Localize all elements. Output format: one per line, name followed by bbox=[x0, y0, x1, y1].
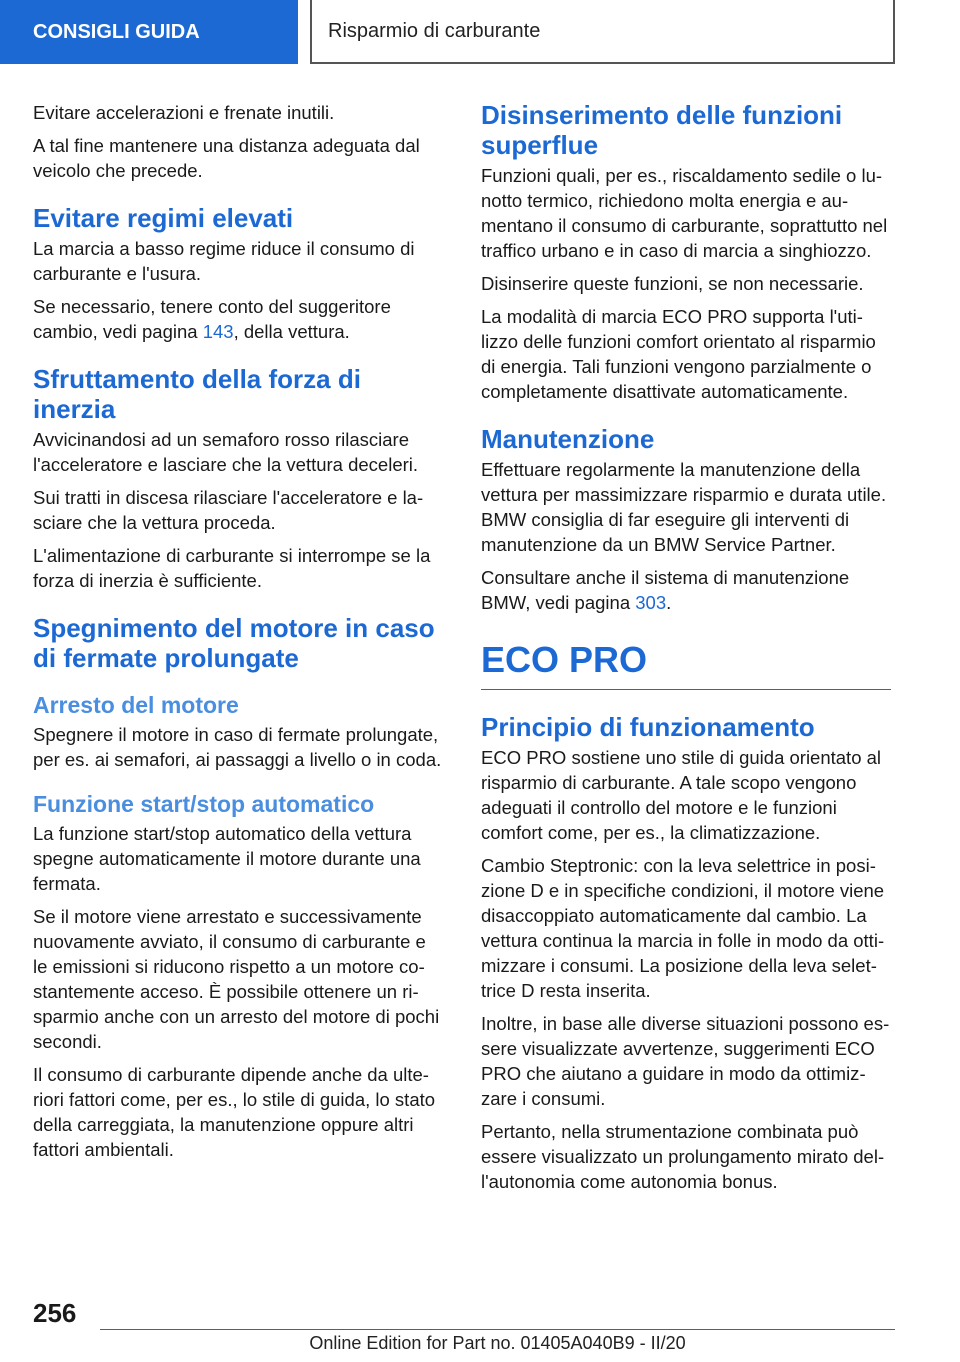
left-column bbox=[33, 100, 443, 1170]
chapter-header bbox=[310, 0, 895, 64]
heading-regimi: Evitare regimi elevati bbox=[33, 203, 294, 233]
heading-spegnimento: Spegnimento del motore in caso di fermate prolungate bbox=[33, 613, 435, 673]
paragraph: Se il motore viene arrestato e successivamente nuovamente avviato, il consumo di carburante e le emissioni si riducono rispetto a un motore costantemente acceso. È possibile ottenere un risparmio anche con un arresto del motore di pochi secondi. bbox=[33, 906, 440, 1052]
page-link-143[interactable]: 143 bbox=[202, 321, 234, 342]
paragraph: La marcia a basso regime riduce il consumo di carburante e l'usura. bbox=[33, 238, 415, 284]
subheading-arresto: Arresto del motore bbox=[33, 692, 239, 718]
heading-principio: Principio di funzionamento bbox=[481, 712, 815, 742]
paragraph: Disinserire queste funzioni, se non necessarie. bbox=[481, 273, 864, 294]
paragraph: Pertanto, nella strumentazione combinata può essere visualizzato un prolungamento mirato dell'autonomia come autonomia bonus. bbox=[481, 1121, 885, 1192]
paragraph: L'alimentazione di carburante si interrompe se la forza di inerzia è sufficiente. bbox=[33, 545, 431, 591]
paragraph: Avvicinandosi ad un semaforo rosso rilasciare l'acceleratore e lasciare che la vettura deceleri. bbox=[33, 429, 419, 475]
edition-text: Online Edition for Part no. 01405A040B9 - II/20 bbox=[309, 1333, 686, 1353]
section-tab bbox=[0, 0, 298, 64]
paragraph: Inoltre, in base alle diverse situazioni possono essere visualizzate avvertenze, suggerimenti ECO PRO che aiutano a guidare in modo da ottimizzare i consumi. bbox=[481, 1013, 890, 1109]
subheading-startstop: Funzione start/stop automatico bbox=[33, 791, 375, 817]
paragraph: Cambio Steptronic: con la leva selettrice in posizione D e in specifiche condizioni, il motore viene disaccoppiato automaticamente dal cambio. La vettura continua la marcia in folle in modo da ottimizzare i consumi. La posizione della leva selettrice D resta inserita. bbox=[481, 855, 885, 1001]
paragraph: Il consumo di carburante dipende anche da ulteriori fattori come, per es., lo stile di guida, lo stato della carreggiata, la manutenzione oppure altri fattori ambientali. bbox=[33, 1064, 436, 1160]
paragraph: La modalità di marcia ECO PRO supporta l'utilizzo delle funzioni comfort orientato al risparmio di energia. Tali funzioni vengono parzialmente o completamente disattivate automaticamente. bbox=[481, 306, 876, 402]
section-label: CONSIGLI GUIDA bbox=[33, 20, 200, 43]
chapter-title: Risparmio di carburante bbox=[328, 19, 541, 42]
right-column bbox=[481, 100, 891, 1202]
paragraph: La funzione start/stop automatico della vettura spegne automaticamente il motore durante una fermata. bbox=[33, 823, 421, 894]
heading-inerzia: Sfruttamento della forza di inerzia bbox=[33, 364, 361, 424]
page-link-303[interactable]: 303 bbox=[635, 592, 667, 613]
heading-ecopro: ECO PRO bbox=[481, 635, 891, 690]
page-number: 256 bbox=[33, 1298, 77, 1328]
paragraph: Evitare accelerazioni e frenate inutili. bbox=[33, 102, 335, 123]
paragraph: Sui tratti in discesa rilasciare l'acceleratore e lasciare che la vettura proceda. bbox=[33, 487, 424, 533]
paragraph: ECO PRO sostiene uno stile di guida orientato al risparmio di carburante. A tale scopo vengono adeguati il controllo del motore e le funzioni comfort come, per es., la climatizzazione. bbox=[481, 747, 882, 843]
paragraph: Se necessario, tenere conto del suggeritore cambio, vedi pagina 143, della vettura. bbox=[33, 296, 391, 342]
paragraph: Consultare anche il sistema di manutenzione BMW, vedi pagina 303. bbox=[481, 567, 850, 613]
paragraph: Spegnere il motore in caso di fermate prolungate, per es. ai semafori, ai passaggi a livello o in coda. bbox=[33, 724, 442, 770]
paragraph: Effettuare regolarmente la manutenzione della vettura per massimizzare risparmio e durata utile. BMW consiglia di far eseguire gli interventi di manutenzione da un BMW Service Partner. bbox=[481, 459, 887, 555]
heading-manutenzione: Manutenzione bbox=[481, 424, 655, 454]
heading-disinserimento: Disinserimento delle funzioni superflue bbox=[481, 100, 843, 160]
footer-divider bbox=[100, 1329, 895, 1330]
chapter-block bbox=[481, 635, 891, 690]
paragraph: Funzioni quali, per es., riscaldamento sedile o lunotto termico, richiedono molta energia e aumentano il consumo di carburante, soprattutto nel traffico urbano e in caso di marcia a singhiozzo. bbox=[481, 165, 888, 261]
paragraph: A tal fine mantenere una distanza adeguata dal veicolo che precede. bbox=[33, 135, 420, 181]
